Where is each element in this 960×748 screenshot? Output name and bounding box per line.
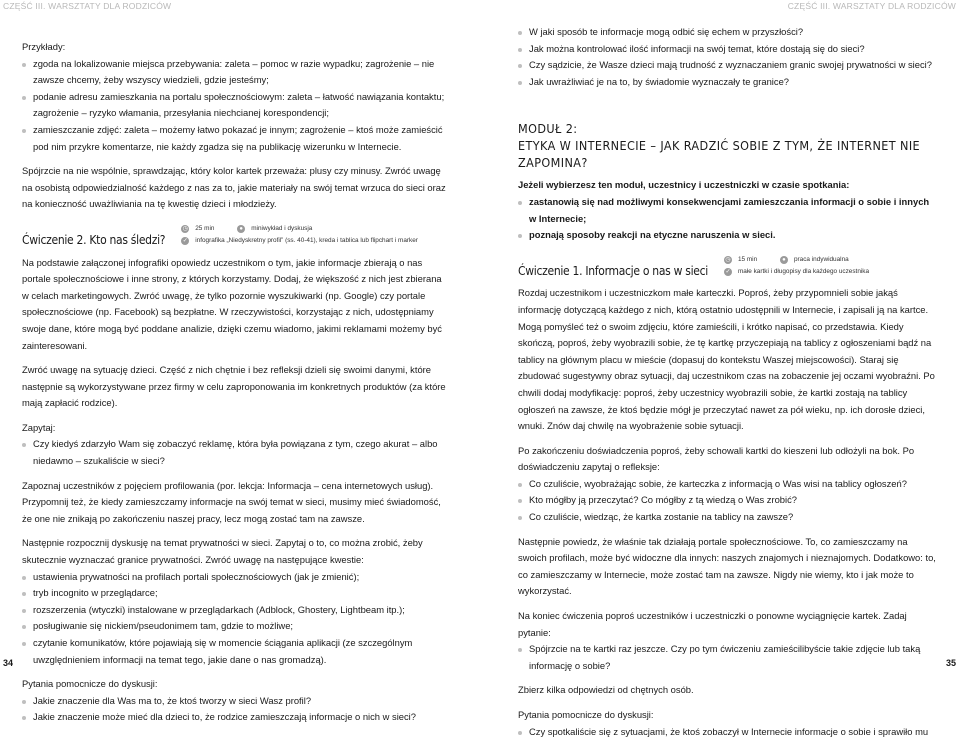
list-item: czytanie komunikatów, które pojawiają się w momencie ściągania aplikacji (ze szczególnym uwzględnieniem informacji na temat tego, jakie dane o nas gromadzą).: [22, 635, 448, 668]
helper-title: Pytania pomocnicze do dyskusji:: [22, 678, 158, 690]
list-item: zamieszczanie zdjęć: zaleta – możemy łatwo pokazać je innym; zagrożenie – ktoś może zamieścić pod nim przykre komentarze, nie każdy zgadza się na publikację wizerunku w Internecie.: [22, 122, 448, 155]
check-icon: ✓: [725, 268, 731, 275]
module-heading: [518, 120, 938, 171]
module-title: ETYKA W INTERNECIE – JAK RADZIĆ SOBIE Z TYM, ŻE INTERNET NIE ZAPOMINA?: [518, 138, 921, 171]
helper-list: [518, 724, 938, 741]
list-item: posługiwanie się nickiem/pseudonimem tam, gdzie to możliwe;: [22, 618, 448, 635]
paragraph: Zbierz kilka odpowiedzi od chętnych osób.: [518, 684, 694, 696]
right-column: [518, 24, 938, 748]
goal-intro: Jeżeli wybierzesz ten moduł, uczestnicy i uczestniczki w czasie spotkania:: [518, 179, 850, 191]
paragraph: Na koniec ćwiczenia poproś uczestników i uczestniczki o ponowne wyciągnięcie kartek. Zadaj pytanie:: [518, 610, 907, 638]
helper-title: Pytania pomocnicze do dyskusji:: [518, 709, 654, 720]
paragraph: Na podstawie załączonej infografiki opowiedz uczestnikom o tym, jakie informacje zbierają o nas portale społecznościowe i inne strony, z których korzystamy. Dodaj, że większość z nich jest zbierana w celach marketingowych. Zwróć uwagę, że tylko pozornie wyszukiwarki (np. Google) czy portale społecznościowe (np. Facebook) są bezpłatne. W rzeczywistości, korzystając z nich, udostępniamy swoje dane, które mogą być poddane analizie, dzięki czemu wiadomo, jakimi reklamami możemy być zainteresowani.: [22, 256, 442, 351]
reflection-list: [518, 476, 938, 526]
clock-icon: ◷: [725, 256, 731, 263]
clock-icon: ◷: [182, 225, 188, 232]
list-item: rozszerzenia (wtyczki) instalowane w przeglądarkach (Adblock, Ghostery, Lightbeam itp.);: [22, 602, 448, 619]
ask-title: Zapytaj:: [22, 421, 56, 433]
list-item: Spójrzcie na te kartki raz jeszcze. Czy po tym ćwiczeniu zamieścilibyście takie zdjęcie lub taką informację o sobie?: [518, 641, 938, 674]
exercise-meta: [724, 254, 869, 278]
final-list: [518, 641, 938, 674]
module-label: MODUŁ 2:: [518, 121, 578, 137]
examples-title: Przykłady:: [22, 41, 66, 52]
paragraph: Po zakończeniu doświadczenia poproś, żeby schowali kartki do kieszeni lub odłożyli na bok. Po doświadczeniu zapytaj o refleksje:: [518, 444, 915, 473]
examples-list: [22, 56, 448, 156]
list-item: Jakie znaczenie dla Was ma to, że ktoś tworzy w sieci Wasz profil?: [22, 693, 448, 710]
helper-list: [22, 693, 448, 726]
exercise-materials: małe kartki i długopisy dla każdego uczestnika: [737, 267, 870, 275]
list-item: zastanowią się nad możliwymi konsekwencjami zamieszczania informacji o sobie i innych w Internecie;: [518, 194, 938, 227]
exercise-2-header: [22, 223, 448, 249]
list-item: Jak uwrażliwiać je na to, by świadomie wyznaczały te granice?: [518, 74, 938, 91]
list-item: podanie adresu zamieszkania na portalu społecznościowym: zaleta – łatwość nawiązania kontaktu; zagrożenie – ryzyko włamania, przesyłania niechcianej korespondencji;: [22, 89, 448, 122]
left-page: [0, 0, 480, 723]
exercise-time: 15 min: [737, 255, 758, 263]
list-item: zgoda na lokalizowanie miejsca przebywania: zaleta – pomoc w razie wypadku; zagrożenie – nie zawsze chcemy, żeby wszyscy wiedzieli, gdzie jesteśmy;: [22, 56, 448, 89]
people-icon: ●: [780, 256, 788, 264]
paragraph: Spójrzcie na nie wspólnie, sprawdzając, który kolor kartek przeważa: plusy czy minusy. Zwróć uwagę na osobistą odpowiedzialność każdego z nas za to, jakie materiały na swój temat wrzuca do sieci oraz na konieczność uważliwiania na tę kwestię dzieci i młodzieży.: [22, 165, 446, 210]
list-item: Czy kiedyś zdarzyło Wam się zobaczyć reklamę, która była powiązana z tym, czego akurat – albo niedawno – szukaliście w sieci?: [22, 436, 448, 469]
list-item: Czy sądzicie, że Wasze dzieci mają trudność z wyznaczaniem granic swojej prywatności w sieci?: [518, 57, 938, 74]
exercise-meta: [181, 223, 418, 247]
people-icon: ●: [237, 225, 245, 233]
list-item: Co czuliście, wyobrażając sobie, że karteczka z informacją o Was wisi na tablicy ogłoszeń?: [518, 476, 938, 493]
exercise-form: miniwykład i dyskusja: [251, 224, 313, 232]
page-number-left: 34: [3, 658, 14, 668]
running-header-left: CZĘŚĆ III. WARSZTATY DLA RODZICÓW: [3, 1, 172, 11]
list-item: tryb incognito w przeglądarce;: [22, 585, 448, 602]
paragraph: Następnie rozpocznij dyskusję na temat prywatności w sieci. Zapytaj o to, co można zrobić, żeby skutecznie wyznaczać granice prywatności. Zwróć uwagę na następujące kwestie:: [22, 537, 423, 566]
list-item: W jaki sposób te informacje mogą odbić się echem w przyszłości?: [518, 24, 938, 41]
exercise-title: Ćwiczenie 1. Informacje o nas w sieci: [518, 263, 708, 278]
issues-list: [22, 569, 448, 669]
list-item: ustawienia prywatności na profilach portali społecznościowych (jak je zmienić);: [22, 569, 448, 586]
list-item: Co czuliście, wiedząc, że kartka zostanie na tablicy na zawsze?: [518, 509, 938, 526]
ask-list: [22, 436, 448, 469]
right-page: [480, 0, 960, 737]
list-item: Jakie znaczenie może mieć dla dzieci to, że rodzice zamieszczają informacje o nich w sieci?: [22, 709, 448, 726]
top-questions-list: [518, 24, 938, 90]
paragraph: Rozdaj uczestnikom i uczestniczkom małe karteczki. Poproś, żeby przypomnieli sobie jakąś informację dotyczącą każdego z nich, którą ostatnio udostępnili w Internecie, i zapisali ją na kartce. Mogą pomyśleć też o swoim zdjęciu, które zamieścili, i krótko napisać, co przedstawia. Kiedy skończą, poproś, żeby wyobrazili sobie, że tę kartkę przyczepiają na tablicy z ogłoszeniami bądź na tablicy na głównym placu w mieście (dopasuj do kontekstu Waszej miejscowości). Staraj się zbudować sugestywny obraz sytuacji, daj uczestnikom czas na zobaczenie jej oczami wyobraźni. Po chwili dodaj modyfikację: poproś, żeby uczestnicy wyobrazili sobie, że kartki zostają na tablicy ogłoszeń na zawsze, że ktoś będzie mógł je przeczytać nawet za pół wieku, np. ich dorosłe dzieci, wnuki. Znów daj chwilę na wyobrażenie sobie sytuacji.: [518, 287, 935, 432]
running-header-right: CZĘŚĆ III. WARSZTATY DLA RODZICÓW: [787, 1, 956, 11]
exercise-1-header: [518, 254, 938, 280]
check-icon: ✓: [182, 237, 188, 244]
goals-list: [518, 194, 938, 244]
list-item: poznają sposoby reakcji na etyczne naruszenia w sieci.: [518, 227, 938, 244]
paragraph: Zwróć uwagę na sytuację dzieci. Część z nich chętnie i bez refleksji dzieli się swoimi danymi, które następnie są wykorzystywane przez firmy w celu zaproponowania im konkretnych produktów (za które mają zapłacić rodzice).: [22, 364, 446, 409]
page-number-right: 35: [945, 658, 956, 668]
exercise-materials: infografika „Niedyskretny profil” (ss. 40-41), kreda i tablica lub flipchart i marker: [195, 236, 418, 244]
list-item: Jak można kontrolować ilość informacji na swój temat, które dostają się do sieci?: [518, 41, 938, 58]
exercise-form: praca indywidualna: [793, 255, 849, 263]
exercise-time: 25 min: [195, 224, 215, 232]
list-item: Czy spotkaliście się z sytuacjami, że ktoś zobaczył w Internecie informacje o sobie i sprawiło mu: [518, 724, 938, 741]
paragraph: Następnie powiedz, że właśnie tak działają portale społecznościowe. To, co zamieszczamy na swoich profilach, może być widoczne dla innych: naszych znajomych i nieznajomych. Dodatkowo: to, co zamieszczamy w Internecie, może zostać tam na zawsze. Nigdy nie wiemy, kto i jak może to wykorzystać.: [518, 535, 936, 597]
paragraph: Zapoznaj uczestników z pojęciem profilowania (por. lekcja: Informacja – cena internetowych usług). Przypomnij też, że kiedy zamieszczamy informacje na swój temat w sieci, musimy mieć świadomość, że one nie znikają po zakończeniu naszej pracy, lecz mogą zostać tam na zawsze.: [22, 479, 441, 524]
list-item: Kto mógłby ją przeczytać? Co mógłby z tą wiedzą o Was zrobić?: [518, 492, 938, 509]
exercise-title: Ćwiczenie 2. Kto nas śledzi?: [22, 232, 166, 247]
left-column: [22, 39, 448, 734]
